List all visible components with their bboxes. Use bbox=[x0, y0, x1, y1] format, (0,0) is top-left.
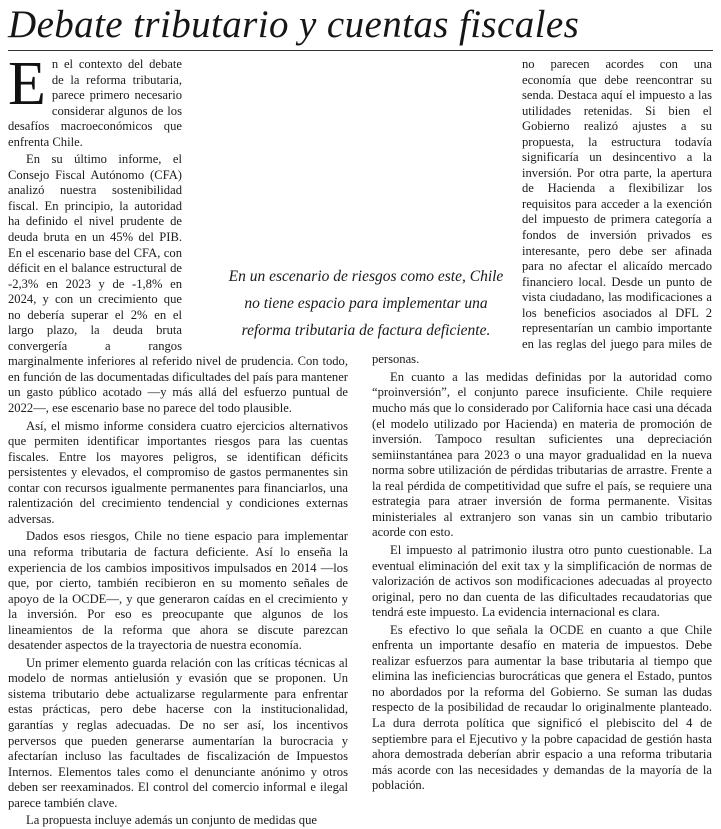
paragraph bbox=[8, 50, 348, 150]
paragraph: Es efectivo lo que señala la OCDE en cuanto a que Chile enfrenta un importante desafío en materia de impuestos. Debe realizar esfuerzos para aumentar la base tributaria al tiempo que elimina las ineficiencias burocráticas que genera el Estado, puntos no abordados por la reforma del Gobierno. Se suman las dudas respecto de la posibilidad de recaudar lo originalmente planteado. La dura derrota política que significó el plebiscito del 4 de septiembre para el Ejecutivo y la pobre capacidad de gestión hasta ahora demostrada deberían abrir espacio a una reforma tributaria más acorde con las necesidades y demandas de la mayoría de la población. bbox=[372, 622, 712, 793]
drop-cap: E bbox=[8, 50, 46, 118]
left-column bbox=[8, 50, 348, 828]
paragraph: La propuesta incluye además un conjunto de medidas que bbox=[26, 813, 317, 828]
pull-quote-line: no tiene espacio para implementar una bbox=[244, 295, 488, 312]
right-column bbox=[372, 57, 712, 793]
paragraph: no parecen acordes con una economía que debe reencontrar su senda. Destaca aquí el impuesto a las utilidades retenidas. Si bien el Gobierno realizó ajustes a su propuesta, la estructura todavía significaría un desincentivo a la inversión. Por otra parte, la apertura de Hacienda a flexibilizar los requisitos para acceder a la exención del impuesto de primera categoría a fondos de inversión privados es interesante, pero debe ser afinada para no afectar el alicaído mercado financiero local. Desde un punto de vista ciudadano, las modificaciones a los beneficios asociados al DFL 2 representarían un cambio importante en las reglas del juego para miles de personas. bbox=[372, 57, 712, 367]
paragraph: Un primer elemento guarda relación con las críticas técnicas al modelo de normas antielusión y evasión que se proponen. Un sistema tributario debe actualizarse regularmente para enfrentar estas prácticas, pero debe hacerse con la institucionalidad, garantías y reglas adecuadas. De no ser así, los incentivos perversos que pueden generarse aumentarían la burocracia y afectarían incluso las facultades de fiscalización de Impuestos Internos. Elementos tales como el denunciante anónimo y otros deben ser reexaminados. El control del comercio informal e ilegal parece también clave. bbox=[8, 655, 348, 810]
paragraph: En cuanto a las medidas definidas por la autoridad como “proinversión”, el conjunto parece insuficiente. Chile requiere mucho más que lo considerado por California hace casi una década (el modelo utilizado por Hacienda) en materia de promoción de inversión. Tampoco resultan suficientes una depreciación semiinstantánea para 2023 o una mayor gradualidad en la nueva norma sobre utilización de pérdidas tributarias de arrastre. Frente a la real pérdida de competitividad que sufre el país, se requiere una estrategia para atraer inversión de forma permanente. Visitas ministeriales al extranjero son vanas sin un cambio tributario acorde con esto. bbox=[372, 369, 712, 540]
headline-rule bbox=[8, 50, 713, 51]
paragraph: Así, el mismo informe considera cuatro ejercicios alternativos que permiten identificar importantes riesgos para las cuentas fiscales. Entre los mayores peligros, se identifican déficits persistentes y elevados, el compromiso de gastos permanentes sin contar con recursos igualmente permanentes para financiarlos, una ralentización del crecimiento tendencial y condiciones externas adversas. bbox=[8, 418, 348, 526]
paragraph-text: n el contexto del debate de la reforma tributaria, parece primero necesario considerar algunos de los desafíos macroeconómicos que enfrenta Chile. bbox=[8, 57, 182, 149]
paragraph: Dados esos riesgos, Chile no tiene espacio para implementar una reforma tributaria de factura deficiente. Así lo enseña la experiencia de los cambios impositivos impulsados en 2014 —los que, por cierto, también recibieron en su momento señales de apoyo de la OCDE—, y que generaron caídas en el crecimiento y la inversión. Por eso es preocupante que algunos de los lineamientos de la reforma que ahora se discute parezcan desatender aspectos de la trayectoria de nuestra economía. bbox=[8, 529, 348, 653]
pull-quote bbox=[213, 263, 519, 347]
paragraph: El impuesto al patrimonio ilustra otro punto cuestionable. La eventual eliminación del exit tax y la simplificación de normas de valorización de activos son modificaciones adecuadas al proyecto original, pero no dan cuenta de las dificultades recaudatorias que tendrá este impuesto. La evidencia internacional es clara. bbox=[372, 542, 712, 620]
headline: Debate tributario y cuentas fiscales bbox=[8, 3, 580, 46]
pull-quote-line: En un escenario de riesgos como este, Chile bbox=[228, 268, 504, 285]
paragraph: En su último informe, el Consejo Fiscal Autónomo (CFA) analizó nuestra sostenibilidad fiscal. En principio, la autoridad ha definido el nivel prudente de deuda bruta en un 45% del PIB. En el escenario base del CFA, con déficit en el balance estructural de -2,3% en 2023 y de -1,8% en 2024, y con un crecimiento que no debería superar el 2% en el largo plazo, la deuda bruta convergería a rangos marginalmente inferiores al referido nivel de prudencia. Con todo, en función de las documentadas dificultades del país para mantener un gasto público acotado —y más allá del esfuerzo puntual de 2022—, ese escenario base no parece del todo plausible. bbox=[8, 152, 348, 416]
pull-quote-line: reforma tributaria de factura deficiente. bbox=[241, 322, 491, 339]
